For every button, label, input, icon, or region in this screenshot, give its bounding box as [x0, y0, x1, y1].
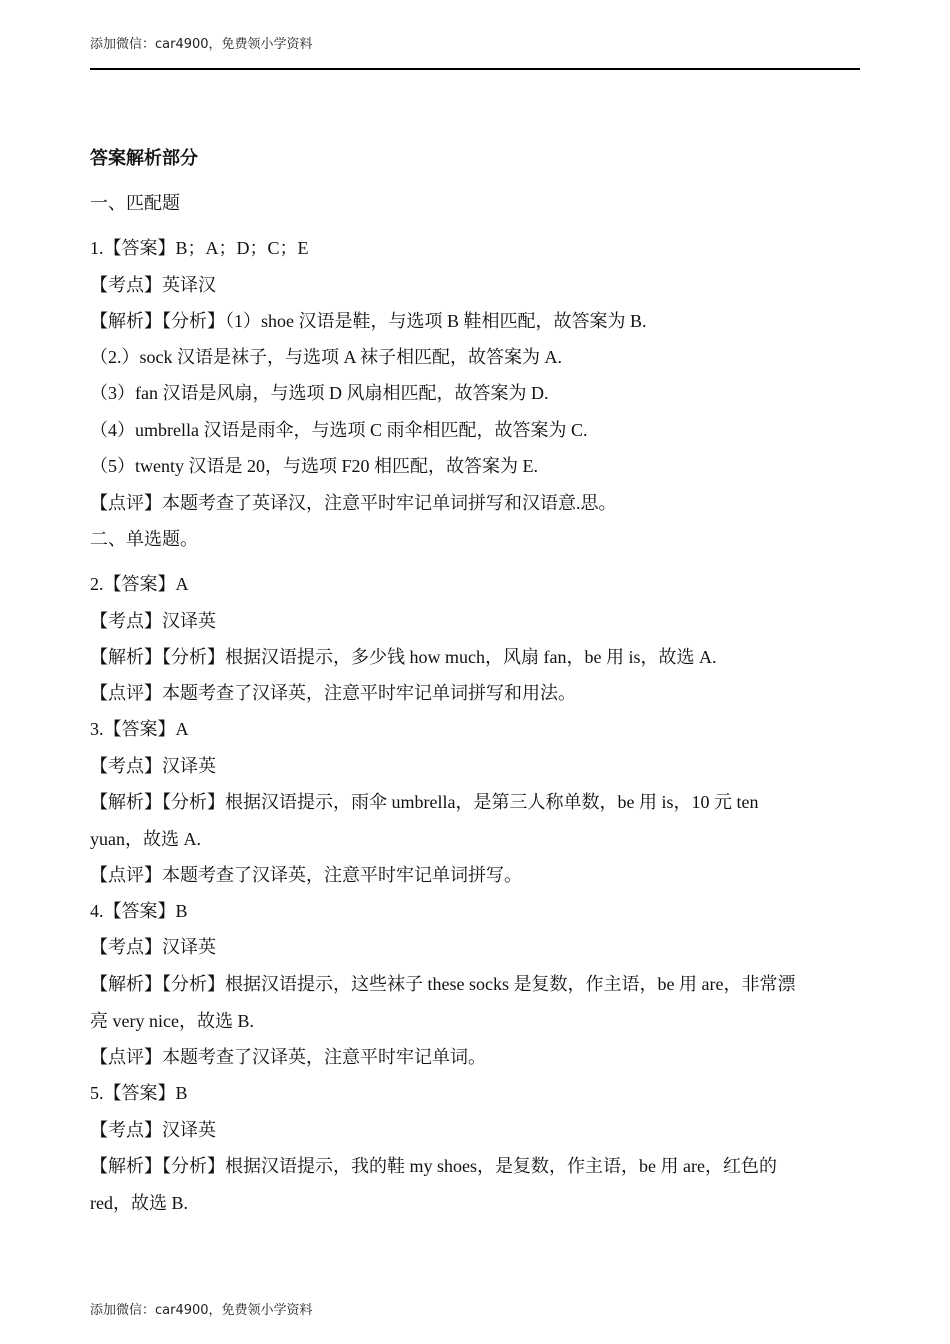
answer-line: 3.【答案】A — [90, 719, 189, 739]
answer-line: （3）fan 汉语是风扇，与选项 D 风扇相匹配，故答案为 D. — [90, 383, 549, 403]
answer-line: 1.【答案】B；A；D；C；E — [90, 238, 309, 258]
answer-line: （5）twenty 汉语是 20，与选项 F20 相匹配，故答案为 E. — [90, 456, 538, 476]
answer-line: 【解析】【分析】根据汉语提示，多少钱 how much，风扇 fan，be 用 is，故选 A. — [90, 647, 717, 667]
answer-line: 【考点】汉译英 — [90, 1120, 216, 1140]
answer-line: 【解析】【分析】根据汉语提示，我的鞋 my shoes，是复数，作主语，be 用 are，红色的 — [90, 1156, 777, 1176]
answer-line: （4）umbrella 汉语是雨伞，与选项 C 雨伞相匹配，故答案为 C. — [90, 420, 588, 440]
answer-line: 亮 very nice，故选 B. — [90, 1011, 254, 1031]
answer-line: 【考点】汉译英 — [90, 937, 216, 957]
section-heading-single-choice: 二、单选题。 — [90, 529, 198, 549]
answer-line: 2.【答案】A — [90, 574, 189, 594]
header-divider — [90, 68, 860, 70]
answer-line: red，故选 B. — [90, 1193, 188, 1213]
answer-line: 【考点】英译汉 — [90, 275, 216, 295]
answer-line: 【点评】本题考查了汉译英，注意平时牢记单词拼写和用法。 — [90, 683, 576, 703]
answer-line: 【考点】汉译英 — [90, 756, 216, 776]
answer-line: 4.【答案】B — [90, 901, 188, 921]
answer-line: 5.【答案】B — [90, 1083, 188, 1103]
answer-line: （2.）sock 汉语是袜子，与选项 A 袜子相匹配，故答案为 A. — [90, 347, 562, 367]
answer-line: 【解析】【分析】根据汉语提示，这些袜子 these socks 是复数，作主语，be 用 are，非常漂 — [90, 974, 796, 994]
page-header: 添加微信：car4900，免费领小学资料 — [90, 37, 313, 52]
answer-line: yuan，故选 A. — [90, 829, 201, 849]
page-title: 答案解析部分 — [90, 148, 198, 168]
answer-line: 【解析】【分析】根据汉语提示，雨伞 umbrella，是第三人称单数，be 用 is，10 元 ten — [90, 792, 759, 812]
section-heading-matching: 一、匹配题 — [90, 193, 180, 213]
answer-line: 【点评】本题考查了汉译英，注意平时牢记单词拼写。 — [90, 865, 522, 885]
answer-line: 【点评】本题考查了汉译英，注意平时牢记单词。 — [90, 1047, 486, 1067]
answer-line: 【解析】【分析】（1）shoe 汉语是鞋，与选项 B 鞋相匹配，故答案为 B. — [90, 311, 647, 331]
page-footer: 添加微信：car4900，免费领小学资料 — [90, 1303, 313, 1318]
answer-line: 【考点】汉译英 — [90, 611, 216, 631]
answer-line: 【点评】本题考查了英译汉，注意平时牢记单词拼写和汉语意.思。 — [90, 493, 617, 513]
